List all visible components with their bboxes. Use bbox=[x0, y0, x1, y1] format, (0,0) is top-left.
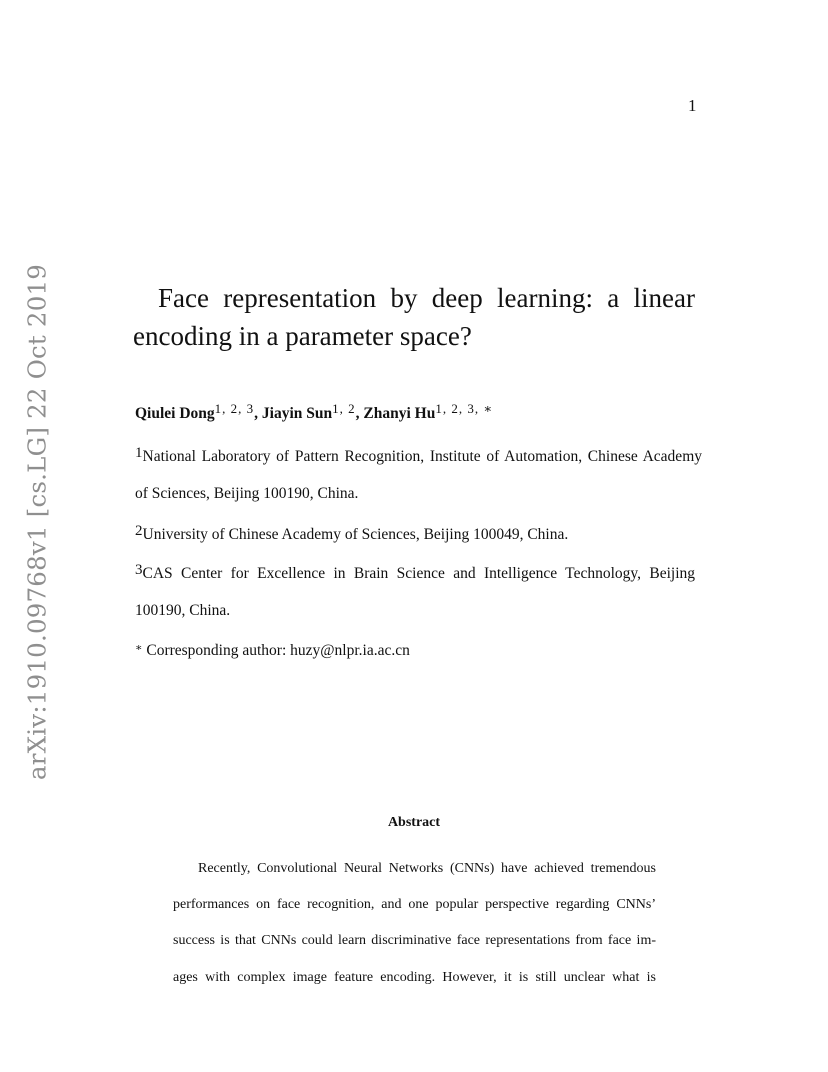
author-name: Qiulei Dong bbox=[135, 405, 215, 422]
title-line-2: encoding in a parameter space? bbox=[133, 321, 472, 351]
affiliation-mark: 2 bbox=[135, 523, 143, 539]
paper-title bbox=[133, 279, 705, 355]
author-name: Zhanyi Hu bbox=[363, 405, 436, 422]
abstract-line: success is that CNNs could learn discriminative face representations from face im- bbox=[173, 933, 656, 948]
abstract-line: Recently, Convolutional Neural Networks (CNNs) have achieved tremendous bbox=[198, 861, 656, 876]
title-line-1: Face representation by deep learning: a linear bbox=[158, 283, 695, 313]
abstract-line: performances on face recognition, and one popular perspective regarding CNNs’ bbox=[173, 897, 656, 912]
page-number: 1 bbox=[688, 96, 697, 115]
corresponding-mark: ∗ bbox=[135, 642, 143, 654]
author-affiliation-marks: 1, 2, 3, ∗ bbox=[435, 401, 494, 416]
affiliation-mark: 3 bbox=[135, 562, 143, 578]
affiliation-3-line-1 bbox=[135, 562, 695, 583]
corresponding-text: Corresponding author: huzy@nlpr.ia.ac.cn bbox=[146, 642, 410, 659]
affiliation-2 bbox=[135, 523, 702, 544]
author-affiliation-marks: 1, 2, 3 bbox=[214, 401, 255, 416]
author-separator: , bbox=[355, 405, 364, 422]
author-list bbox=[135, 401, 493, 423]
affiliation-text: CAS Center for Excellence in Brain Science and Intelligence Technology, Beijing bbox=[142, 565, 695, 582]
affiliation-mark: 1 bbox=[135, 445, 143, 461]
affiliation-text: National Laboratory of Pattern Recognition, Institute of Automation, Chinese Academy bbox=[142, 448, 702, 465]
author-name: Jiayin Sun bbox=[261, 405, 333, 422]
affiliation-1-line-1 bbox=[135, 445, 702, 466]
abstract-heading: Abstract bbox=[387, 815, 441, 830]
author-separator: , bbox=[254, 405, 262, 422]
author-affiliation-marks: 1, 2 bbox=[332, 401, 356, 416]
corresponding-author bbox=[135, 641, 702, 660]
arxiv-identifier-stamp: arXiv:1910.09768v1 [cs.LG] 22 Oct 2019 bbox=[22, 263, 52, 781]
affiliation-3-line-2: 100190, China. bbox=[135, 602, 231, 619]
affiliation-1-line-2: of Sciences, Beijing 100190, China. bbox=[135, 485, 359, 502]
affiliation-text: University of Chinese Academy of Sciences, Beijing 100049, China. bbox=[142, 526, 569, 543]
abstract-line: ages with complex image feature encoding. However, it is still unclear what is bbox=[173, 970, 656, 985]
